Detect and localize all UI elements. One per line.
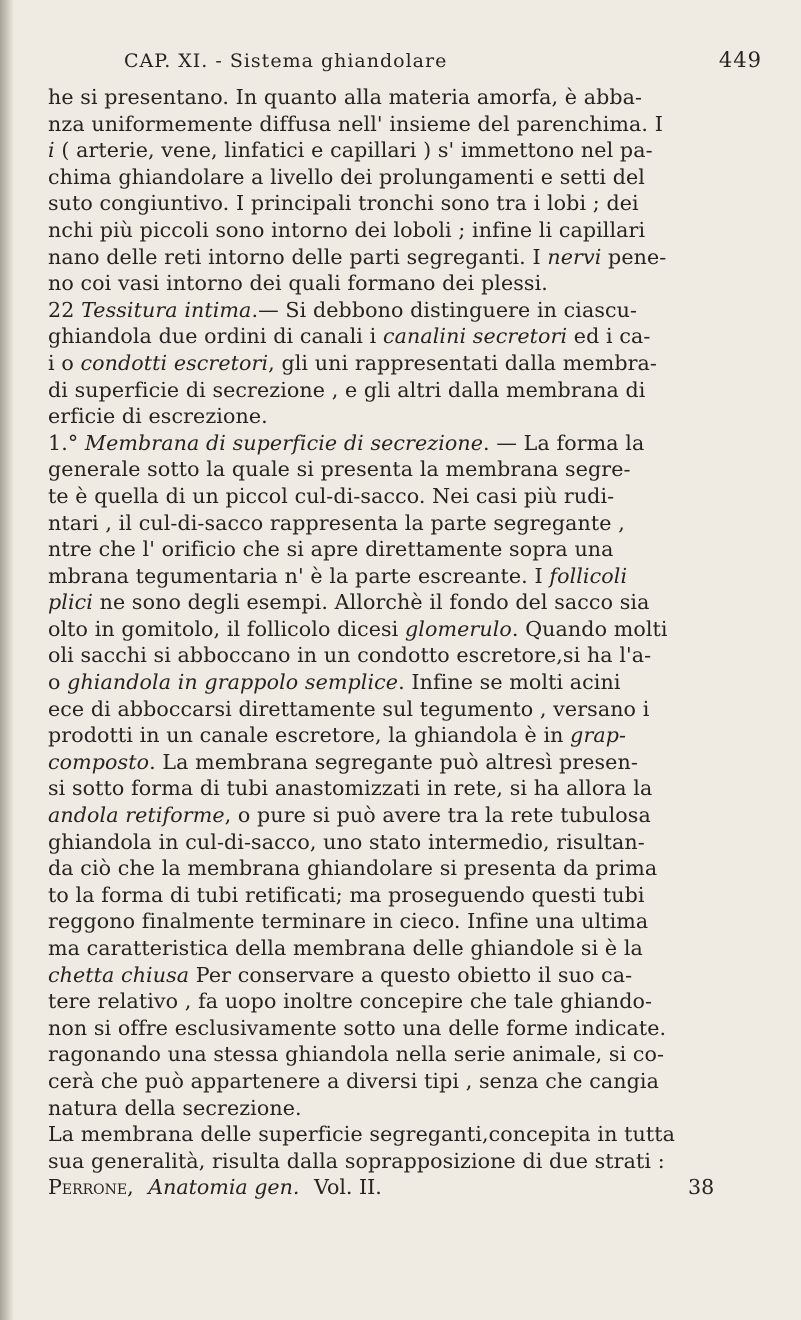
text-line: te è quella di un piccol cul-di-sacco. Nei casi più rudi-	[48, 483, 615, 508]
text-line: he si presentano. In quanto alla materia amorfa, è abba-	[48, 85, 643, 109]
text-line	[48, 962, 768, 989]
line-text: i o	[48, 350, 81, 375]
text-line: ece di abboccarsi direttamente sul tegumento , versano i	[48, 696, 650, 721]
line-emphasis: ghiandola in grappolo semplice	[67, 670, 399, 695]
footer-author: Perrone,	[48, 1175, 134, 1200]
text-line: sua generalità, risulta dalla soprapposizione di due strati :	[48, 1148, 665, 1173]
line-text: prodotti in un canale escretore, la ghiandola è in	[48, 723, 571, 748]
text-line	[48, 323, 768, 350]
line-emphasis: Tessitura intima	[81, 297, 252, 322]
line-text: . Infine se molti acini	[398, 670, 621, 695]
text-line: La membrana delle superficie segreganti,concepita in tutta	[48, 1122, 675, 1147]
text-line: ntari , il cul-di-sacco rappresenta la parte segregante ,	[48, 510, 625, 535]
text-line: non si offre esclusivamente sotto una delle forme indicate.	[48, 1015, 667, 1040]
footer-work-title: Anatomia gen.	[148, 1175, 300, 1200]
line-text: ( arterie, vene, linfatici e capillari ) s' immettono nel pa-	[54, 138, 653, 163]
text-line: ragonando una stessa ghiandola nella serie animale, si co-	[48, 1042, 665, 1067]
footer-sheet-number: 38	[688, 1175, 715, 1200]
text-line	[48, 616, 768, 643]
text-line	[48, 430, 768, 457]
line-text: , gli uni rappresentati dalla membra-	[268, 350, 657, 375]
text-line: di superficie di secrezione , e gli altri dalla membrana di	[48, 377, 646, 402]
text-line: erficie di escrezione.	[48, 404, 268, 429]
line-text: mbrana tegumentaria n' è la parte escreante. I	[48, 563, 550, 588]
line-text: ne sono degli esempi. Allorchè il fondo del sacco sia	[92, 590, 650, 615]
text-line: ghiandola in cul-di-sacco, uno stato intermedio, risultan-	[48, 829, 645, 854]
line-text: ed i ca-	[567, 324, 651, 349]
text-line	[48, 802, 768, 829]
line-emphasis: follicoli	[549, 563, 628, 588]
text-line	[48, 749, 768, 776]
line-text: nano delle reti intorno delle parti segreganti. I	[48, 244, 548, 269]
text-line: nchi più piccoli sono intorno dei loboli ; infine li capillari	[48, 217, 646, 242]
line-text: . Quando molti	[511, 616, 668, 641]
footer-volume: Vol. II.	[313, 1175, 382, 1200]
book-page	[48, 40, 768, 1201]
text-line	[48, 137, 768, 164]
line-text: . — La forma la	[483, 430, 645, 455]
line-emphasis: condotti escretori	[80, 350, 269, 375]
text-line: nza uniformemente diffusa nell' insieme del parenchima. I	[48, 111, 663, 136]
line-text: pene-	[601, 244, 667, 269]
text-line	[48, 244, 768, 271]
line-text: olto in gomitolo, il follicolo dicesi	[48, 616, 406, 641]
line-emphasis: chetta chiusa	[48, 962, 190, 987]
line-emphasis: nervi	[547, 244, 602, 269]
book-spine-shadow	[0, 0, 14, 1320]
text-line: oli sacchi si abboccano in un condotto escretore,si ha l'a-	[48, 643, 652, 668]
text-line	[48, 297, 768, 324]
text-line: to la forma di tubi retificati; ma proseguendo questi tubi	[48, 882, 645, 907]
footer-signature-line	[48, 1174, 768, 1201]
line-text: 22	[48, 297, 82, 322]
line-emphasis: canalini secretori	[382, 324, 568, 349]
text-line: da ciò che la membrana ghiandolare si presenta da prima	[48, 856, 658, 881]
text-line: natura della secrezione.	[48, 1095, 302, 1120]
line-emphasis: composto	[48, 749, 150, 774]
text-line: reggono finalmente terminare in cieco. Infine una ultima	[48, 909, 649, 934]
text-line: tere relativo , fa uopo inoltre concepire che tale ghiando-	[48, 989, 653, 1014]
chapter-title: CAP. XI. - Sistema ghiandolare	[124, 50, 448, 72]
text-line: generale sotto la quale si presenta la membrana segre-	[48, 457, 631, 482]
text-line: suto congiuntivo. I principali tronchi sono tra i lobi ; dei	[48, 191, 639, 216]
line-emphasis: andola retiforme	[48, 803, 225, 828]
text-line	[48, 589, 768, 616]
line-emphasis: plici	[48, 590, 93, 615]
text-line: chima ghiandolare a livello dei prolungamenti e setti del	[48, 164, 645, 189]
text-line: cerà che può appartenere a diversi tipi , senza che cangia	[48, 1068, 659, 1093]
running-header	[48, 40, 768, 84]
page-number: 449	[718, 48, 762, 72]
text-line	[48, 563, 768, 590]
line-text: ghiandola due ordini di canali i	[48, 324, 383, 349]
text-line: no coi vasi intorno dei quali formano dei plessi.	[48, 271, 548, 296]
line-text: . La membrana segregante può altresì presen-	[149, 749, 638, 774]
line-emphasis: glomerulo	[405, 616, 512, 641]
line-text: o	[48, 670, 68, 695]
body-text	[48, 84, 768, 1174]
text-line	[48, 669, 768, 696]
line-text: Per conservare a questo obietto il suo ca-	[189, 962, 633, 987]
line-text: , o pure si può avere tra la rete tubulosa	[224, 803, 651, 828]
line-emphasis: grap-	[570, 723, 627, 748]
text-line	[48, 722, 768, 749]
text-line: ma caratteristica della membrana delle ghiandole si è la	[48, 936, 643, 960]
line-text: 1.°	[48, 430, 85, 455]
text-line: si sotto forma di tubi anastomizzati in rete, si ha allora la	[48, 776, 653, 801]
line-emphasis: i	[48, 138, 55, 163]
text-line	[48, 350, 768, 377]
line-emphasis: Membrana di superficie di secrezione	[84, 430, 484, 455]
text-line: ntre che l' orificio che si apre direttamente sopra una	[48, 537, 614, 562]
line-text: .— Si debbono distinguere in ciascu-	[251, 297, 638, 322]
